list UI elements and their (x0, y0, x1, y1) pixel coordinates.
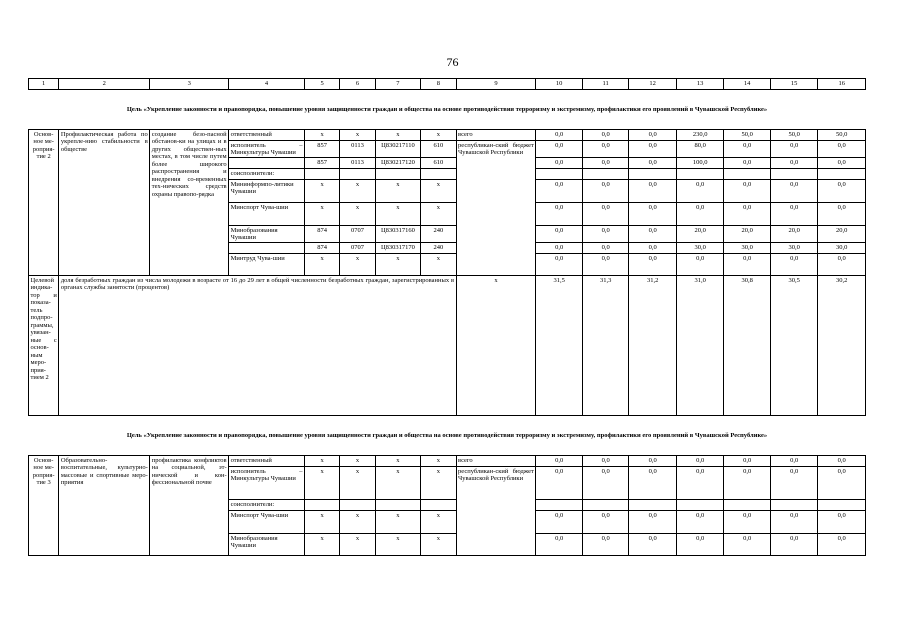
year-value: 0,0 (536, 511, 583, 534)
year-value: 0,0 (629, 467, 677, 500)
year-value: 0,0 (724, 254, 771, 276)
column-number: 15 (770, 79, 818, 90)
year-value (629, 500, 677, 511)
column-number: 7 (375, 79, 420, 90)
budget-code: 874 (304, 226, 339, 243)
year-value: 20,0 (770, 226, 818, 243)
year-value: 0,0 (536, 534, 583, 556)
executor: ответственный (229, 130, 305, 141)
budget-code (304, 169, 339, 180)
year-value: 50,0 (770, 130, 818, 141)
measure-title: Основ-ное ме-роприя-тие 3 (29, 456, 59, 556)
executor (229, 243, 305, 254)
budget-code: Ц830317170 (375, 243, 420, 254)
budget-code: x (304, 456, 339, 467)
year-value: 0,0 (676, 511, 724, 534)
year-value: 0,0 (536, 254, 583, 276)
budget-code: x (340, 511, 375, 534)
executor: соисполнители: (229, 169, 305, 180)
year-value: 0,0 (770, 467, 818, 500)
year-value (629, 169, 677, 180)
budget-code: x (421, 130, 456, 141)
year-value: 0,0 (770, 203, 818, 226)
budget-code: 240 (421, 226, 456, 243)
year-value: 0,0 (629, 243, 677, 254)
budget-code: x (375, 254, 420, 276)
year-value: 0,0 (629, 534, 677, 556)
budget-code: 240 (421, 243, 456, 254)
year-value: 0,0 (629, 203, 677, 226)
budget-code: x (375, 180, 420, 203)
budget-code: 610 (421, 158, 456, 169)
year-value: 80,0 (676, 141, 724, 158)
year-value: 0,0 (770, 180, 818, 203)
year-value (582, 169, 629, 180)
budget-code: x (375, 203, 420, 226)
year-value: 0,0 (818, 158, 866, 169)
year-value: 0,0 (536, 243, 583, 254)
year-value: 0,0 (676, 467, 724, 500)
funding-source: республикан-ский бюджет Чувашской Республики (456, 467, 536, 556)
budget-code: Ц830217110 (375, 141, 420, 158)
budget-code: 0707 (340, 226, 375, 243)
budget-code: 857 (304, 141, 339, 158)
measure-title: Основ-ное ме-роприя-тие 2 (29, 130, 59, 276)
year-value: 0,0 (536, 467, 583, 500)
indicator-row (29, 276, 866, 416)
funding-source: всего (456, 456, 536, 467)
year-value: 0,0 (676, 203, 724, 226)
year-value: 0,0 (629, 511, 677, 534)
year-value: 0,0 (770, 456, 818, 467)
year-value: 0,0 (818, 467, 866, 500)
year-value: 0,0 (536, 130, 583, 141)
year-value: 30,0 (724, 243, 771, 254)
executor: Минобразования Чувашии (229, 226, 305, 243)
year-value: 0,0 (676, 456, 724, 467)
goal-row-2 (29, 416, 866, 456)
year-value (770, 169, 818, 180)
indicator-text: доля безработных граждан из числа молодежи в возрасте от 16 до 29 лет в общей численности безработных граждан, зарегистрированных в органах службы занятости (процентов) (59, 276, 456, 416)
indicator-value: 30,2 (818, 276, 866, 416)
year-value: 0,0 (582, 180, 629, 203)
indicator-value: 31,3 (582, 276, 629, 416)
indicator-value: 31,2 (629, 276, 677, 416)
year-value: 30,0 (676, 243, 724, 254)
column-number: 11 (582, 79, 629, 90)
executor: ответственный (229, 456, 305, 467)
year-value: 0,0 (582, 456, 629, 467)
year-value: 0,0 (629, 141, 677, 158)
indicator-x: x (456, 276, 536, 416)
year-value: 0,0 (582, 226, 629, 243)
year-value: 0,0 (582, 141, 629, 158)
budget-code: x (340, 180, 375, 203)
year-value: 0,0 (676, 534, 724, 556)
budget-code: x (340, 534, 375, 556)
year-value: 230,0 (676, 130, 724, 141)
budget-code: 0113 (340, 158, 375, 169)
executor: Минспорт Чува-шии (229, 511, 305, 534)
budget-code: 0707 (340, 243, 375, 254)
year-value: 0,0 (818, 141, 866, 158)
executor: исполнитель – Минкультуры Чувашии (230, 141, 303, 156)
column-number: 6 (340, 79, 375, 90)
executor: Минспорт Чува-шии (229, 203, 305, 226)
year-value: 0,0 (536, 141, 583, 158)
column-number: 8 (421, 79, 456, 90)
year-value: 20,0 (724, 226, 771, 243)
year-value: 0,0 (724, 141, 771, 158)
year-value: 0,0 (582, 158, 629, 169)
budget-code: x (304, 130, 339, 141)
block-row (29, 456, 866, 467)
year-value: 0,0 (770, 511, 818, 534)
year-value: 0,0 (818, 511, 866, 534)
executor: Мининформпо-литики Чувашии (229, 180, 305, 203)
page-number: 76 (446, 55, 459, 69)
indicator-value: 31,0 (676, 276, 724, 416)
year-value (818, 169, 866, 180)
budget-code (375, 169, 420, 180)
year-value: 0,0 (629, 226, 677, 243)
column-number: 3 (150, 79, 229, 90)
year-value: 0,0 (724, 456, 771, 467)
budget-code: Ц830217120 (375, 158, 420, 169)
year-value: 30,0 (818, 243, 866, 254)
year-value (676, 500, 724, 511)
year-value: 0,0 (536, 456, 583, 467)
budget-code: x (340, 254, 375, 276)
year-value: 0,0 (536, 158, 583, 169)
year-value: 100,0 (676, 158, 724, 169)
budget-code: 857 (304, 158, 339, 169)
year-value: 0,0 (582, 130, 629, 141)
budget-code: x (375, 456, 420, 467)
budget-code: x (375, 130, 420, 141)
year-value: 0,0 (582, 203, 629, 226)
column-number: 4 (229, 79, 305, 90)
year-value (770, 500, 818, 511)
executor (229, 158, 305, 169)
goal-text: Цель «Укрепление законности и правопорядка, повышение уровня защищенности граждан и общества на основе противодействия терроризму и экстремизму, профилактики его проявлений в Чувашской Республике» (29, 90, 866, 130)
budget-code (340, 169, 375, 180)
year-value (818, 500, 866, 511)
budget-code: x (340, 203, 375, 226)
budget-code: x (304, 534, 339, 556)
indicator-title: Целевой индика-тор и показа-тель подпро-граммы, увязан-ные с основ-ным меро-прия-тием 2 (29, 276, 59, 416)
year-value: 0,0 (582, 511, 629, 534)
budget-code: x (304, 180, 339, 203)
budget-code: x (340, 130, 375, 141)
budget-code: x (340, 456, 375, 467)
budget-code: x (304, 254, 339, 276)
column-number: 1 (29, 79, 59, 90)
goal-row-1 (29, 90, 866, 130)
budget-code: x (340, 467, 375, 500)
year-value: 0,0 (818, 180, 866, 203)
block-row (29, 130, 866, 141)
year-value: 0,0 (724, 180, 771, 203)
year-value (724, 169, 771, 180)
column-number: 10 (536, 79, 583, 90)
budget-code: x (421, 511, 456, 534)
budget-code: x (421, 467, 456, 500)
year-value: 0,0 (582, 254, 629, 276)
year-value: 0,0 (724, 158, 771, 169)
year-value: 0,0 (536, 226, 583, 243)
measure-task: создание безо-пасной обстанов-ки на улицах и в других обществен-ных местах, в том числе путем более широкого распространения и внедрения со-временных тех-нических средств охраны правопо-рядка (150, 130, 229, 276)
budget-code (340, 500, 375, 511)
executor: исполнитель – Минкультуры Чувашии (229, 467, 305, 500)
measure-name: Образовательно-воспитательные, культурно-массовые и спортивные меро-приятия (59, 456, 150, 556)
goal-text: Цель «Укрепление законности и правопорядка, повышение уровня защищенности граждан и общества на основе противодействия терроризму и экстремизму, профилактики его проявлений в Чувашской Республике» (29, 416, 866, 456)
year-value: 0,0 (629, 130, 677, 141)
column-number: 14 (724, 79, 771, 90)
funding-source: всего (456, 130, 536, 141)
indicator-value: 31,5 (536, 276, 583, 416)
year-value (582, 500, 629, 511)
budget-code: 0113 (340, 141, 375, 158)
year-value: 0,0 (770, 254, 818, 276)
budget-code (421, 169, 456, 180)
year-value: 0,0 (676, 254, 724, 276)
year-value: 0,0 (536, 203, 583, 226)
funding-source: республикан-ский бюджет Чувашской Республики (456, 141, 536, 276)
year-value: 50,0 (724, 130, 771, 141)
year-value (724, 500, 771, 511)
year-value: 50,0 (818, 130, 866, 141)
budget-code: x (421, 456, 456, 467)
budget-code: x (304, 467, 339, 500)
executor: Минтруд Чува-шии (229, 254, 305, 276)
year-value: 0,0 (818, 534, 866, 556)
budget-code: 610 (421, 141, 456, 158)
year-value: 0,0 (770, 534, 818, 556)
year-value: 0,0 (724, 534, 771, 556)
budget-code: x (421, 254, 456, 276)
year-value: 0,0 (818, 456, 866, 467)
year-value: 0,0 (582, 243, 629, 254)
year-value: 0,0 (629, 158, 677, 169)
budget-code: x (421, 203, 456, 226)
year-value (536, 500, 583, 511)
column-number: 2 (59, 79, 150, 90)
year-value: 0,0 (629, 254, 677, 276)
year-value: 0,0 (629, 180, 677, 203)
year-value: 20,0 (818, 226, 866, 243)
year-value: 0,0 (582, 534, 629, 556)
year-value: 0,0 (770, 141, 818, 158)
column-number: 16 (818, 79, 866, 90)
budget-code: x (375, 534, 420, 556)
measure-name: Профилактическая работа по укрепле-нию стабильности в обществе (59, 130, 150, 276)
year-value: 0,0 (724, 203, 771, 226)
year-value (536, 169, 583, 180)
indicator-value: 30,5 (770, 276, 818, 416)
executor: Минобразования Чувашии (229, 534, 305, 556)
column-number: 9 (456, 79, 536, 90)
year-value: 0,0 (582, 467, 629, 500)
year-value: 0,0 (724, 467, 771, 500)
budget-code: x (375, 511, 420, 534)
indicator-value: 30,8 (724, 276, 771, 416)
column-number: 5 (304, 79, 339, 90)
measure-task: профилактика конфликтов на социальной, эт-нической и кон-фессиональной почве (150, 456, 229, 556)
year-value: 0,0 (770, 158, 818, 169)
header-row (29, 79, 866, 90)
budget-code (304, 500, 339, 511)
program-table (28, 78, 866, 556)
year-value: 0,0 (818, 254, 866, 276)
budget-code: x (421, 180, 456, 203)
budget-code (375, 500, 420, 511)
year-value (676, 169, 724, 180)
year-value: 0,0 (676, 180, 724, 203)
column-number: 13 (676, 79, 724, 90)
budget-code: x (304, 203, 339, 226)
budget-code: Ц830317160 (375, 226, 420, 243)
budget-code: x (421, 534, 456, 556)
budget-code (421, 500, 456, 511)
column-number: 12 (629, 79, 677, 90)
year-value: 0,0 (536, 180, 583, 203)
executor: соисполнители: (229, 500, 305, 511)
year-value: 0,0 (629, 456, 677, 467)
year-value: 0,0 (724, 511, 771, 534)
budget-code: x (375, 467, 420, 500)
year-value: 0,0 (818, 203, 866, 226)
year-value: 20,0 (676, 226, 724, 243)
budget-code: x (304, 511, 339, 534)
budget-code: 874 (304, 243, 339, 254)
year-value: 30,0 (770, 243, 818, 254)
